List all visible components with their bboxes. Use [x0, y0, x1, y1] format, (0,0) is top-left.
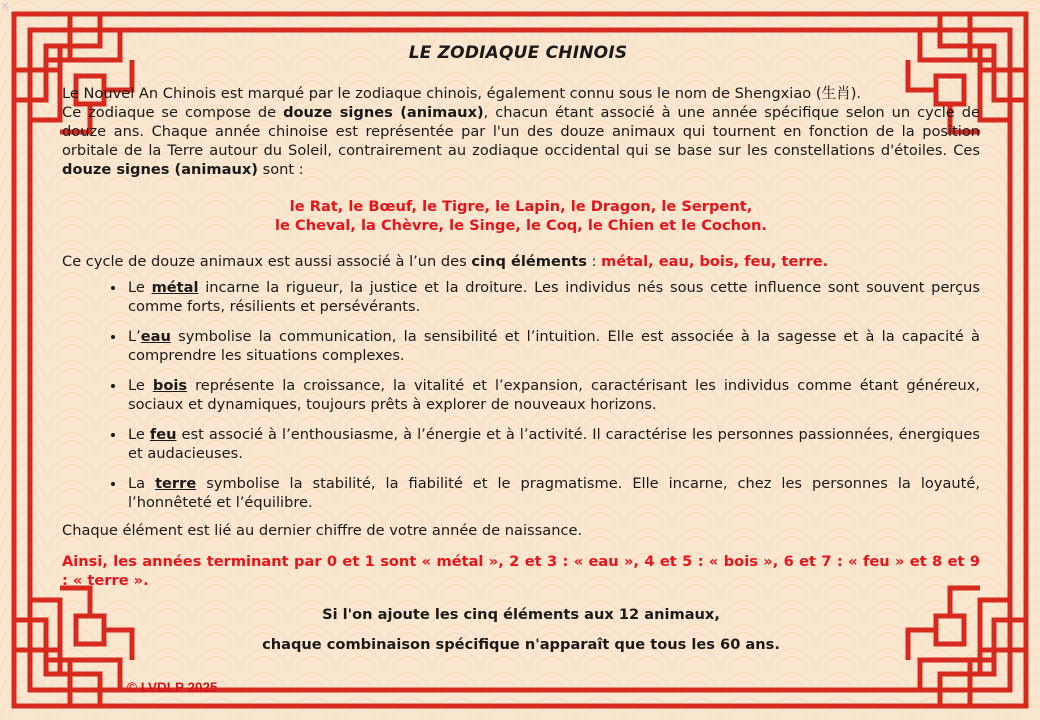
close-icon[interactable]: ✕	[0, 0, 11, 13]
list-item: • Le feu est associé à l’enthousiasme, à l’énergie et à l’activité. Il caractérise les personnes passionnées, énergiques et audacieuses.	[126, 425, 980, 463]
ainsi-paragraph: Ainsi, les années terminant par 0 et 1 sont « métal », 2 et 3 : « eau », 4 et 5 : « bois », 6 et 7 : « feu » et 8 et 9 : « terre ».	[62, 553, 980, 589]
animals-list: le Rat, le Bœuf, le Tigre, le Lapin, le Dragon, le Serpent, le Cheval, la Chèvre, le Singe, le Coq, le Chien et le Cochon.	[275, 198, 767, 234]
document-body	[62, 44, 980, 654]
closing-statement: Si l'on ajoute les cinq éléments aux 12 animaux, chaque combinaison spécifique n'apparaît que tous les 60 ans.	[262, 605, 780, 653]
elements-list	[62, 278, 980, 512]
elements-intro: Ce cycle de douze animaux est aussi associé à l’un des cinq éléments : métal, eau, bois, feu, terre.	[62, 253, 829, 270]
list-item: • La terre symbolise la stabilité, la fiabilité et le pragmatisme. Elle incarne, chez les personnes la loyauté, l’honnêteté et l’équilibre.	[126, 474, 980, 512]
copyright-notice: © LVDLP 2025	[127, 680, 218, 695]
list-item: • Le bois représente la croissance, la vitalité et l’expansion, caractérisant les individus comme étant généreux, sociaux et dynamiques, toujours prêts à explorer de nouveaux horizons.	[126, 376, 980, 414]
intro-paragraph: Le Nouvel An Chinois est marqué par le zodiaque chinois, également connu sous le nom de Shengxiao (生肖). Ce zodiaque se compose de douze signes (animaux), chacun étant associé à une année spécifique selon un cycle de douze ans. Chaque année chinoise est représentée par l'un des douze animaux qui tournent en fonction de la position orbitale de la Terre autour du Soleil, contrairement au zodiaque occidental qui se base sur les constellations d'étoiles. Ces douze signes (animaux) sont :	[62, 85, 980, 178]
element-link-text: Chaque élément est lié au dernier chiffre de votre année de naissance.	[62, 522, 583, 539]
page-title: LE ZODIAQUE CHINOIS	[408, 43, 628, 63]
list-item: • L’eau symbolise la communication, la sensibilité et l’intuition. Elle est associée à la sagesse et à la capacité à comprendre les situations complexes.	[126, 327, 980, 365]
list-item: • Le métal incarne la rigueur, la justice et la droiture. Les individus nés sous cette influence sont souvent perçus comme forts, résilients et persévérants.	[126, 278, 980, 316]
